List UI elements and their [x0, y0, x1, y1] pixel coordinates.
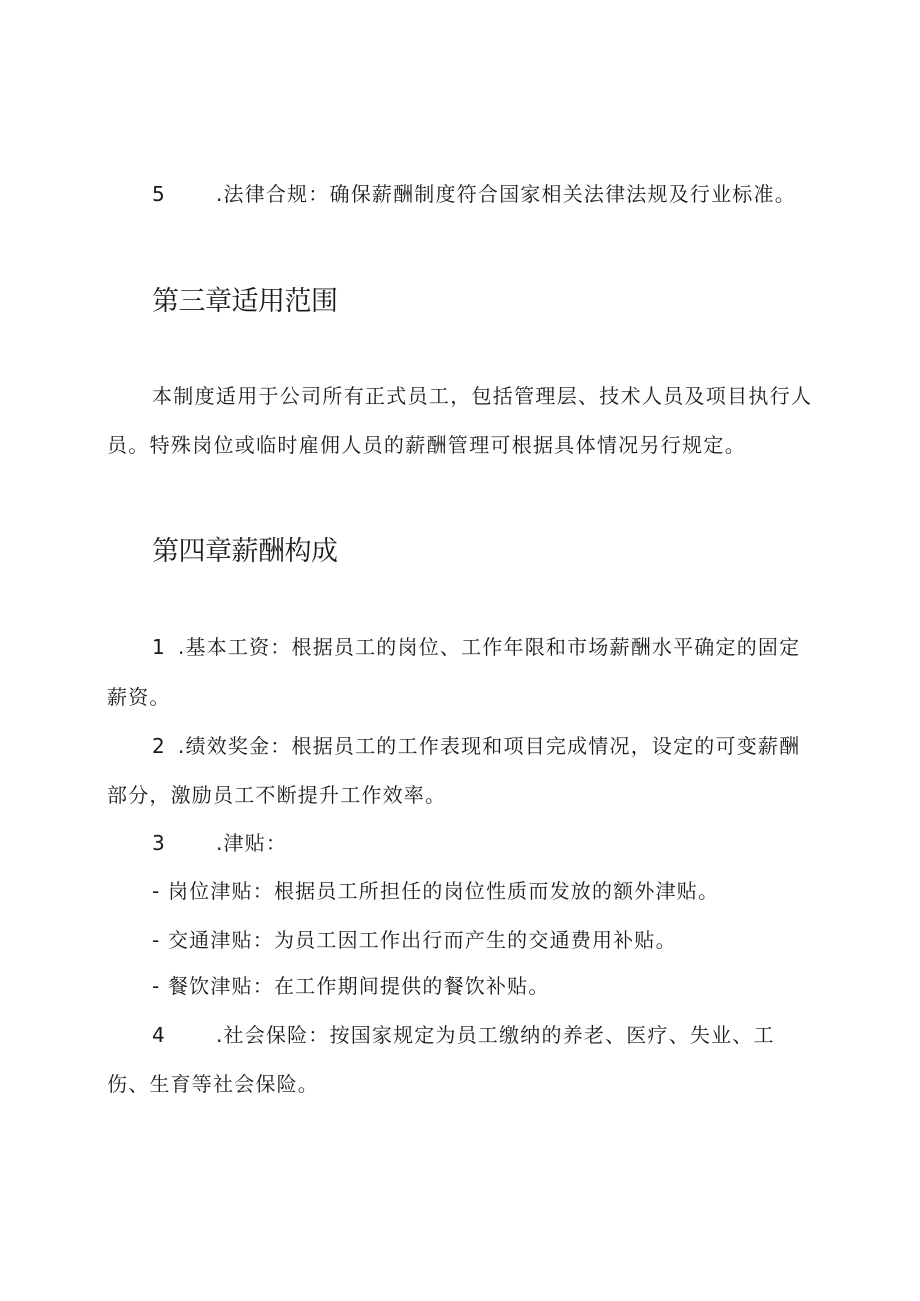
list-item-2: [152, 730, 800, 759]
item-number: 1: [152, 635, 166, 659]
sub-item-position-allowance: - 岗位津贴：根据员工所担任的岗位性质而发放的额外津贴。: [152, 879, 720, 903]
list-item-2-continuation: 部分，激励员工不断提升工作效率。: [107, 783, 447, 807]
list-item-5: [152, 178, 796, 207]
sub-item-meal-allowance: - 餐饮津贴：在工作期间提供的餐饮补贴。: [152, 974, 550, 998]
chapter-4-title: 第四章薪酬构成: [152, 536, 338, 567]
item-text: .绩效奖金：根据员工的工作表现和项目完成情况，设定的可变薪酬: [177, 734, 801, 758]
item-number: 3: [152, 831, 166, 855]
list-item-4: [152, 1019, 775, 1048]
item-text: .津贴：: [215, 831, 288, 855]
item-number: 4: [152, 1023, 166, 1047]
sub-item-transport-allowance: - 交通津贴：为员工因工作出行而产生的交通费用补贴。: [152, 928, 677, 952]
chapter-3-paragraph-line-2: 员。特殊岗位或临时雇佣人员的薪酬管理可根据具体情况另行规定。: [107, 433, 746, 457]
item-number: 2: [152, 734, 166, 758]
list-item-3: [152, 827, 287, 856]
chapter-3-paragraph-line-1: 本制度适用于公司所有正式员工，包括管理层、技术人员及项目执行人: [152, 384, 813, 408]
item-text: .社会保险：按国家规定为员工缴纳的养老、医疗、失业、工: [215, 1023, 775, 1047]
chapter-3-title: 第三章适用范围: [152, 286, 338, 317]
item-number: 5: [152, 182, 166, 206]
item-text: .基本工资：根据员工的岗位、工作年限和市场薪酬水平确定的固定: [177, 635, 801, 659]
list-item-1-continuation: 薪资。: [107, 685, 171, 709]
list-item-1: [152, 631, 800, 660]
list-item-4-continuation: 伤、生育等社会保险。: [107, 1072, 319, 1096]
item-text: .法律合规：确保薪酬制度符合国家相关法律法规及行业标准。: [215, 182, 796, 206]
